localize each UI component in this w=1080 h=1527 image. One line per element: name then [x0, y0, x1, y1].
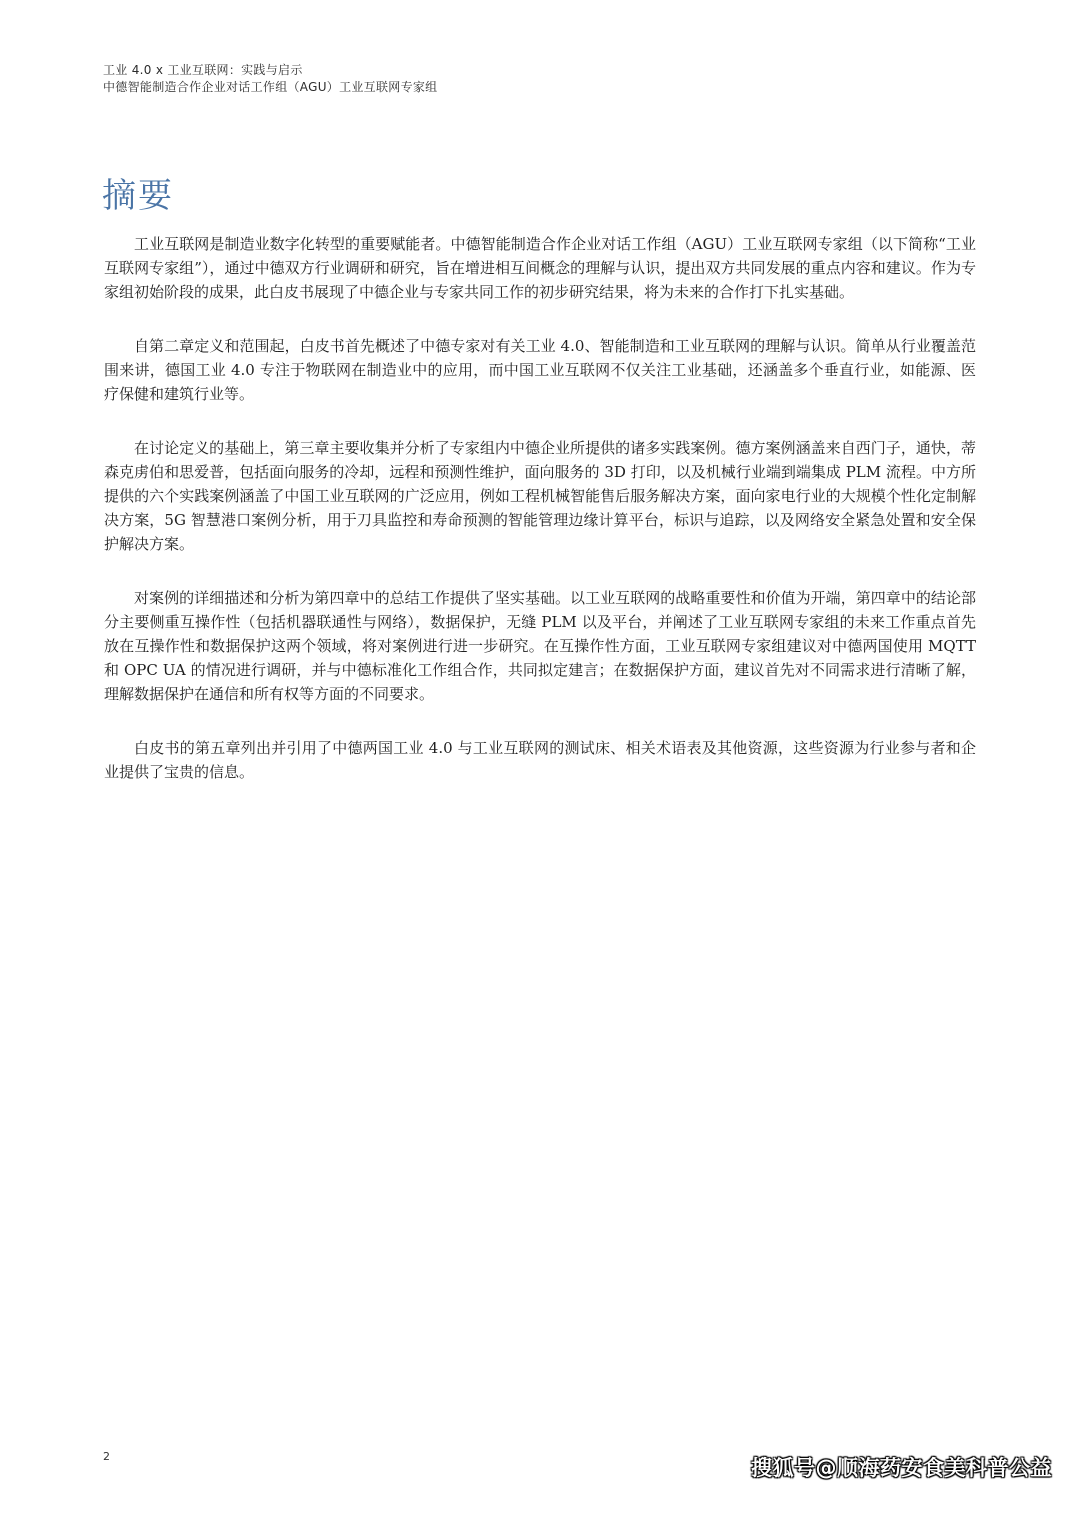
header-title: 工业 4.0 x 工业互联网：实践与启示	[103, 63, 303, 77]
paragraph-2: 自第二章定义和范围起，白皮书首先概述了中德专家对有关工业 4.0、智能制造和工业互联网的理解与认识。简单从行业覆盖范围来讲，德国工业 4.0 专注于物联网在制造业中的应用，而中国工业互联网不仅关注工业基础，还涵盖多个垂直行业，如能源、医疗保健和建筑行业等。	[104, 337, 976, 403]
page-number: 2	[103, 1450, 110, 1463]
paragraph-3: 在讨论定义的基础上，第三章主要收集并分析了专家组内中德企业所提供的诸多实践案例。德方案例涵盖来自西门子，通快，蒂森克虏伯和思爱普，包括面向服务的冷却，远程和预测性维护，面向服务的 3D 打印，以及机械行业端到端集成 PLM 流程。中方所提供的六个实践案例涵盖了中国工业互联网的广泛应用，例如工程机械智能售后服务解决方案，面向家电行业的大规模个性化定制解决方案，5G 智慧港口案例分析，用于刀具监控和寿命预测的智能管理边缘计算平台，标识与追踪，以及网络安全紧急处置和安全保护解决方案。	[104, 439, 976, 553]
header-subtitle: 中德智能制造合作企业对话工作组（AGU）工业互联网专家组	[103, 80, 438, 94]
paragraph-4: 对案例的详细描述和分析为第四章中的总结工作提供了坚实基础。以工业互联网的战略重要性和价值为开端，第四章中的结论部分主要侧重互操作性（包括机器联通性与网络），数据保护，无缝 PLM 以及平台，并阐述了工业互联网专家组的未来工作重点首先放在互操作性和数据保护这两个领域，将对案例进行进一步研究。在互操作性方面，工业互联网专家组建议对中德两国使用 MQTT 和 OPC UA 的情况进行调研，并与中德标准化工作组合作，共同拟定建言；在数据保护方面，建议首先对不同需求进行清晰了解，理解数据保护在通信和所有权等方面的不同要求。	[104, 589, 976, 703]
abstract-body	[104, 232, 976, 814]
document-header	[103, 62, 437, 96]
paragraph-5: 白皮书的第五章列出并引用了中德两国工业 4.0 与工业互联网的测试床、相关术语表及其他资源，这些资源为行业参与者和企业提供了宝贵的信息。	[104, 739, 976, 781]
page-title: 摘要	[102, 176, 174, 216]
paragraph-1: 工业互联网是制造业数字化转型的重要赋能者。中德智能制造合作企业对话工作组（AGU）工业互联网专家组（以下简称“工业互联网专家组”），通过中德双方行业调研和研究，旨在增进相互间概念的理解与认识，提出双方共同发展的重点内容和建议。作为专家组初始阶段的成果，此白皮书展现了中德企业与专家共同工作的初步研究结果，将为未来的合作打下扎实基础。	[104, 235, 976, 301]
watermark: 搜狐号@顺海药安食美科普公益	[751, 1456, 1052, 1480]
